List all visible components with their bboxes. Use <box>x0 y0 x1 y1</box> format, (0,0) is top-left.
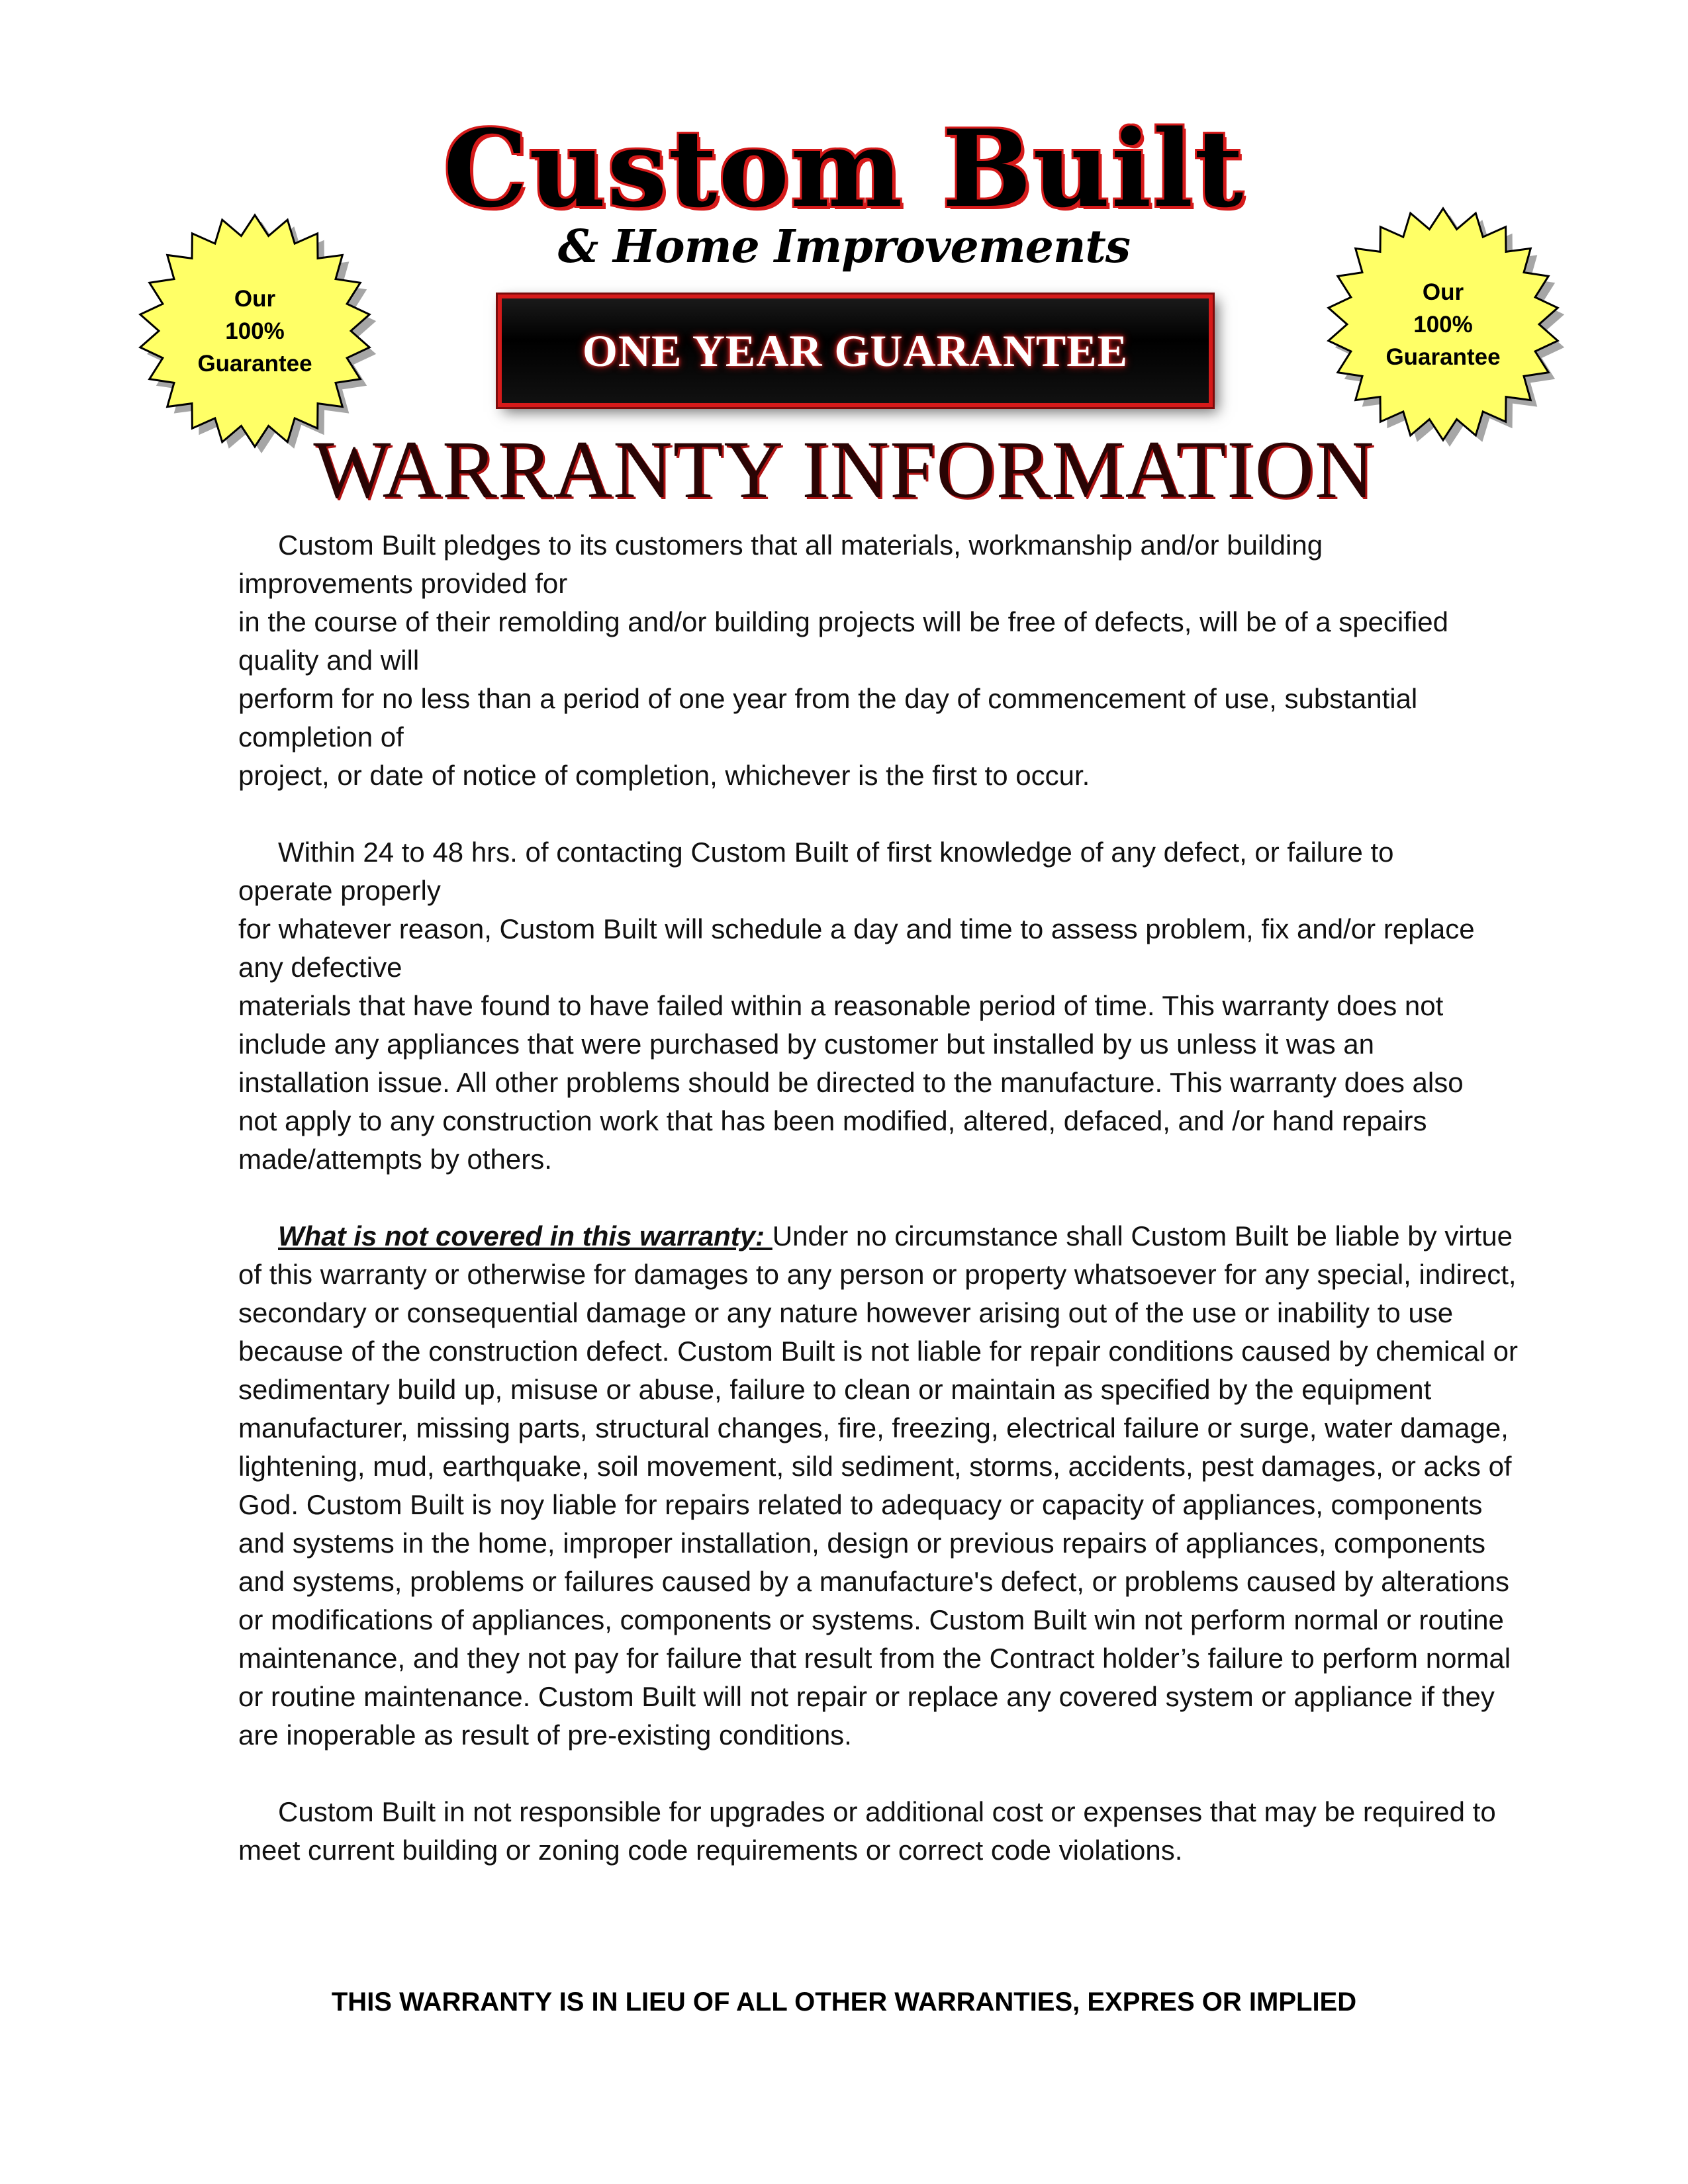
text-line: Custom Built pledges to its customers that all materials, workmanship and/or building <box>278 529 1323 561</box>
text-line: in the course of their remolding and/or building projects will be free of defects, will be of a specified <box>238 606 1448 637</box>
text-line: any defective <box>238 952 402 983</box>
seal-text <box>1317 199 1569 450</box>
seal-line-1: Our <box>234 285 276 312</box>
paragraph-code <box>238 1793 1529 1870</box>
paragraph-exclusions <box>238 1217 1529 1754</box>
guarantee-banner <box>498 295 1213 407</box>
text-line: improvements provided for <box>238 568 568 599</box>
banner-text: ONE YEAR GUARANTEE <box>582 325 1128 376</box>
exclusions-heading: What is not covered in this warranty: <box>278 1220 773 1251</box>
seal-text <box>129 205 381 457</box>
text-line: perform for no less than a period of one year from the day of commencement of use, substantial <box>238 683 1418 714</box>
text-line: operate properly <box>238 875 441 906</box>
text-line: materials that have found to have failed within a reasonable period of time. This warranty does not <box>238 990 1444 1021</box>
text-line: completion of <box>238 721 404 752</box>
guarantee-seal-left <box>129 205 381 457</box>
seal-line-3: Guarantee <box>197 350 312 377</box>
code-text: Custom Built in not responsible for upgrades or additional cost or expenses that may be required to meet current building or zoning code requirements or correct code violations. <box>238 1796 1496 1866</box>
company-name: Custom Built <box>443 107 1245 231</box>
text-line: for whatever reason, Custom Built will schedule a day and time to assess problem, fix and/or replace <box>238 913 1475 944</box>
seal-line-2: 100% <box>1413 311 1473 338</box>
seal-line-1: Our <box>1422 279 1464 305</box>
warranty-body <box>238 526 1529 1908</box>
page-title: WARRANTY INFORMATION <box>313 424 1375 515</box>
paragraph-pledge <box>238 526 1529 795</box>
seal-line-3: Guarantee <box>1385 343 1501 370</box>
exclusions-text: Under no circumstance shall Custom Built be liable by virtue of this warranty or otherwise for damages to any person or property whatsoever for any special, indirect, secondary or consequential damage or any nature however arising out of the use or inability to use because of the construction defect. Custom Built is not liable for repair conditions caused by chemical or sedimentary build up, misuse or abuse, failure to clean or maintain as specified by the equipment manufacturer, missing parts, structural changes, fire, freezing, electrical failure or surge, water damage, lightening, mud, earthquake, soil movement, sild sediment, storms, accidents, pest damages, or acks of God. Custom Built is noy liable for repairs related to adequacy or capacity of appliances, components and systems in the home, improper installation, design or previous repairs of appliances, components and systems, problems or failures caused by a manufacture's defect, or problems caused by alterations or modifications of appliances, components or systems. Custom Built win not perform normal or routine maintenance, and they not pay for failure that result from the Contract holder’s failure to perform normal or routine maintenance. Custom Built will not repair or replace any covered system or appliance if they are inoperable as result of pre-existing conditions. <box>238 1220 1519 1751</box>
text-line: installation issue. All other problems should be directed to the manufacture. This warranty does also <box>238 1067 1464 1098</box>
text-line: include any appliances that were purchased by customer but installed by us unless it was an <box>238 1028 1374 1060</box>
text-line: not apply to any construction work that has been modified, altered, defaced, and /or hand repairs <box>238 1105 1427 1136</box>
text-line: Within 24 to 48 hrs. of contacting Custom Built of first knowledge of any defect, or failure to <box>278 837 1394 868</box>
seal-line-2: 100% <box>225 318 285 344</box>
paragraph-service <box>238 833 1529 1179</box>
company-subtitle: & Home Improvements <box>557 220 1131 273</box>
text-line: project, or date of notice of completion, whichever is the first to occur. <box>238 760 1090 791</box>
guarantee-seal-right <box>1317 199 1569 450</box>
text-line: made/attempts by others. <box>238 1144 552 1175</box>
warranty-disclaimer: THIS WARRANTY IS IN LIEU OF ALL OTHER WARRANTIES, EXPRES OR IMPLIED <box>331 1987 1357 2017</box>
text-line: quality and will <box>238 645 420 676</box>
